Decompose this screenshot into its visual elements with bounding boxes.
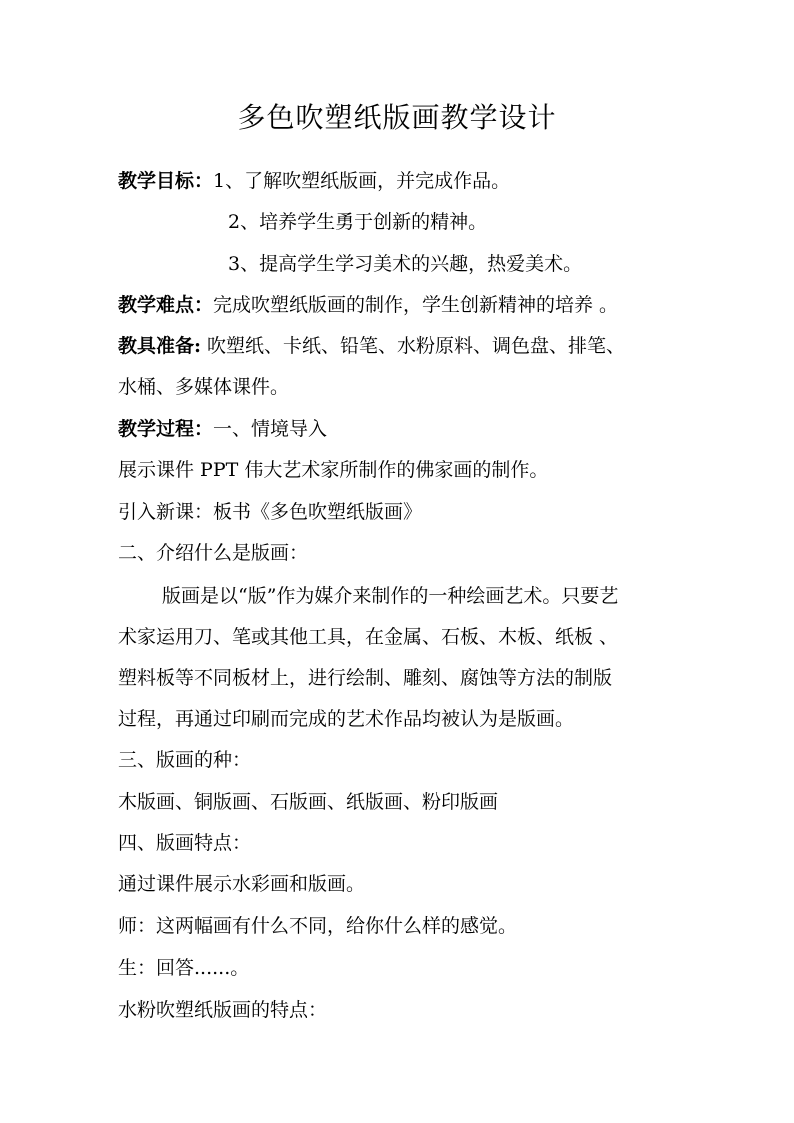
body-line-1: 展示课件 PPT 伟大艺术家所制作的佛家画的制作。 [118, 459, 549, 481]
materials-line-cont: 水桶、多媒体课件。 [118, 376, 290, 398]
goals-label: 教学目标： [118, 170, 214, 192]
body-line-5: 术家运用刀、笔或其他工具，在金属、石板、木板、纸板 、 [118, 626, 619, 648]
goal-item-1: 1、了解吹塑纸版画，并完成作品。 [213, 170, 511, 192]
goal-item-3: 3、提高学生学习美术的兴趣，热爱美术。 [228, 253, 583, 275]
materials-label: 教具准备: [118, 335, 202, 357]
difficulty-label: 教学难点： [118, 294, 214, 316]
body-line-13: 生：回答......。 [118, 957, 250, 979]
body-line-4: 版画是以“版”作为媒介来制作的一种绘画艺术。只要艺 [162, 585, 619, 607]
body-line-8: 三、版画的种： [118, 749, 252, 771]
body-line-9: 木版画、铜版画、石版画、纸版画、粉印版画 [118, 791, 499, 813]
document-title: 多色吹塑纸版画教学设计 [237, 101, 557, 134]
body-line-3: 二、介绍什么是版画： [118, 542, 309, 564]
difficulty-line [118, 292, 618, 318]
process-label: 教学过程： [118, 418, 214, 440]
body-line-12: 师：这两幅画有什么不同，给你什么样的感觉。 [118, 915, 518, 937]
materials-line [118, 333, 625, 359]
body-line-10: 四、版画特点： [118, 832, 252, 854]
goals-line-1 [118, 168, 510, 194]
goal-item-2: 2、培养学生勇于创新的精神。 [228, 211, 488, 233]
materials-text: 吹塑纸、卡纸、铅笔、水粉原料、调色盘、排笔、 [201, 335, 626, 357]
body-line-7: 过程，再通过印刷而完成的艺术作品均被认为是版画。 [118, 708, 575, 730]
process-text: 一、情境导入 [213, 418, 328, 440]
process-line [118, 416, 327, 442]
body-line-11: 通过课件展示水彩画和版画。 [118, 873, 366, 895]
body-line-2: 引入新课：板书《多色吹塑纸版画》 [118, 501, 423, 523]
difficulty-text: 完成吹塑纸版画的制作，学生创新精神的培养 。 [213, 294, 619, 316]
body-line-6: 塑料板等不同板材上，进行绘制、雕刻、腐蚀等方法的制版 [118, 667, 613, 689]
body-line-14: 水粉吹塑纸版画的特点： [118, 999, 328, 1021]
